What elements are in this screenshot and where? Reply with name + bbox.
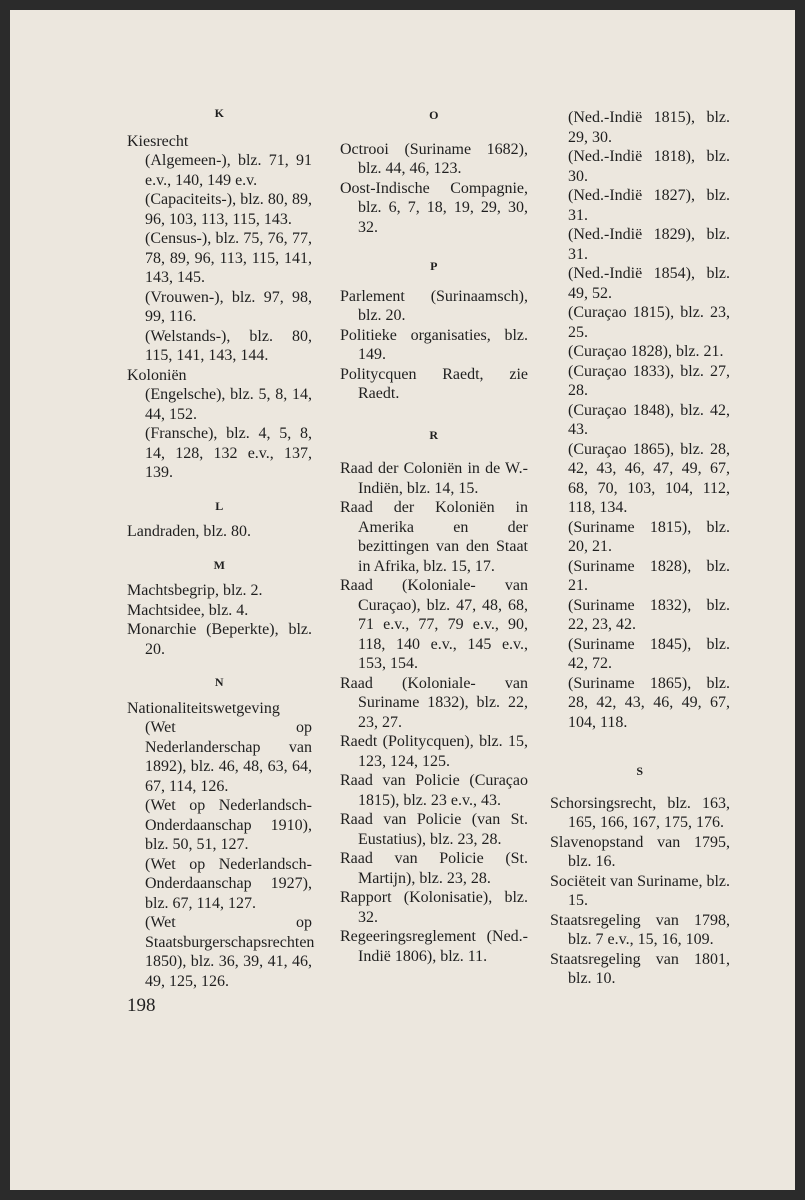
index-subentry: (Suriname 1828), blz. 21.	[568, 557, 730, 594]
index-entry: Raad (Koloniale- van Curaçao), blz. 47, 48, 68, 71 e.v., 77, 79 e.v., 90, 118, 140 e.v., 145 e.v., 153, 154.	[340, 577, 528, 672]
index-entry: Rapport (Kolonisatie), blz. 32.	[340, 889, 528, 926]
index-entry: Slavenopstand van 1795, blz. 16.	[550, 833, 730, 870]
index-subentry: (Ned.-Indië 1818), blz. 30.	[568, 148, 730, 185]
index-subentry: (Suriname 1865), blz. 28, 42, 43, 46, 49, 67, 104, 118.	[568, 674, 730, 731]
book-page	[10, 10, 795, 1190]
index-subentry: (Census-), blz. 75, 76, 77, 78, 89, 96, 113, 115, 141, 143, 145.	[145, 230, 312, 286]
index-entry-kiesrecht: Kiesrecht	[127, 132, 189, 150]
index-entry: Staatsregeling van 1801, blz. 10.	[550, 950, 730, 987]
index-subentry: (Wet op Nederlandsch-Onderdaanschap 1910), blz. 50, 51, 127.	[145, 797, 312, 853]
index-entry: Politycquen Raedt, zie Raedt.	[340, 365, 528, 402]
index-column-middle	[340, 10, 528, 966]
index-subentry: (Capaciteits-), blz. 80, 89, 96, 103, 113, 115, 143.	[145, 191, 312, 228]
index-entry: Staatsregeling van 1798, blz. 7 e.v., 15, 16, 109.	[550, 911, 730, 948]
index-entry: Machtsbegrip, blz. 2.	[127, 582, 263, 599]
index-entry: Parlement (Surinaamsch), blz. 20.	[340, 287, 528, 324]
index-subentry: (Wet op Staatsburgerschapsrechten 1850), blz. 36, 39, 41, 46, 49, 125, 126.	[145, 914, 315, 990]
section-letter-n: N	[214, 675, 225, 689]
index-subentry: (Wet op Nederlandsch-Onderdaanschap 1927), blz. 67, 114, 127.	[145, 855, 312, 912]
index-column-right	[550, 10, 730, 989]
index-entry: Oost-Indische Compagnie, blz. 6, 7, 18, 19, 29, 30, 32.	[340, 179, 528, 236]
index-subentry: (Wet op Nederlanderschap van 1892), blz. 46, 48, 63, 64, 67, 114, 126.	[145, 719, 312, 795]
index-subentry: (Suriname 1845), blz. 42, 72.	[568, 635, 730, 672]
index-entry: Regeeringsreglement (Ned.-Indië 1806), blz. 11.	[340, 928, 528, 965]
index-subentry: (Ned.-Indië 1854), blz. 49, 52.	[568, 265, 730, 302]
index-entry: Octrooi (Suriname 1682), blz. 44, 46, 123.	[340, 140, 528, 177]
section-letter-l: L	[215, 498, 224, 513]
index-subentry: (Ned.-Indië 1827), blz. 31.	[568, 187, 730, 224]
index-entry: Raad van Policie (van St. Eustatius), blz. 23, 28.	[340, 811, 528, 848]
index-entry: Politieke organisaties, blz. 149.	[340, 326, 528, 363]
index-entry: Raad (Koloniale- van Suriname 1832), blz. 22, 23, 27.	[340, 674, 528, 731]
index-entry: Machtsidee, blz. 4.	[127, 601, 249, 619]
index-entry: Raad der Coloniën in de W.-Indiën, blz. 14, 15.	[340, 460, 528, 497]
index-subentry: (Curaçao 1828), blz. 21.	[568, 343, 724, 360]
index-entry-landraden: Landraden, blz. 80.	[127, 523, 251, 540]
index-subentry: (Curaçao 1865), blz. 28, 42, 43, 46, 47, 49, 67, 68, 70, 103, 104, 112, 118, 134.	[568, 440, 730, 516]
section-letter-r: R	[429, 427, 439, 442]
index-subentry: (Suriname 1832), blz. 22, 23, 42.	[568, 596, 730, 633]
index-subentry: (Curaçao 1815), blz. 23, 25.	[568, 304, 730, 341]
section-letter-p: P	[430, 259, 438, 273]
section-letter-k: K	[214, 106, 225, 120]
index-subentry: (Algemeen-), blz. 71, 91 e.v., 140, 149 e.v.	[145, 152, 312, 189]
section-letter-m: M	[213, 557, 226, 572]
index-subentry: (Ned.-Indië 1829), blz. 31.	[568, 226, 730, 263]
index-subentry: (Vrouwen-), blz. 97, 98, 99, 116.	[145, 288, 312, 325]
index-subentry: (Fransche), blz. 4, 5, 8, 14, 128, 132 e.v., 137, 139.	[145, 425, 312, 481]
index-entry: Sociëteit van Suriname, blz. 15.	[550, 872, 730, 909]
index-subentry: (Curaçao 1833), blz. 27, 28.	[568, 362, 730, 399]
index-entry-kolonien: Koloniën	[127, 366, 187, 384]
index-entry: Monarchie (Beperkte), blz. 20.	[127, 621, 312, 658]
page-number: 198	[127, 995, 156, 1016]
index-entry: Raad van Policie (Curaçao 1815), blz. 23 e.v., 43.	[340, 772, 528, 809]
index-subentry: (Ned.-Indië 1815), blz. 29, 30.	[568, 109, 730, 146]
index-subentry: (Engelsche), blz. 5, 8, 14, 44, 152.	[145, 386, 312, 423]
index-entry: Raad van Policie (St. Martijn), blz. 23, 28.	[340, 850, 528, 887]
section-letter-o: O	[429, 108, 439, 122]
index-subentry: (Suriname 1815), blz. 20, 21.	[568, 518, 730, 555]
index-column-left	[127, 10, 315, 991]
index-subentry: (Welstands-), blz. 80, 115, 141, 143, 144.	[145, 327, 312, 364]
index-subentry: (Curaçao 1848), blz. 42, 43.	[568, 401, 730, 438]
index-entry-nationaliteit: Nationaliteitswetgeving	[127, 699, 280, 717]
section-letter-s: S	[636, 764, 644, 778]
index-entry: Raedt (Politycquen), blz. 15, 123, 124, 125.	[340, 733, 528, 770]
index-entry: Schorsingsrecht, blz. 163, 165, 166, 167, 175, 176.	[550, 794, 730, 831]
index-entry: Raad der Koloniën in Amerika en der bezittingen van den Staat in Afrika, blz. 15, 17.	[340, 499, 528, 575]
